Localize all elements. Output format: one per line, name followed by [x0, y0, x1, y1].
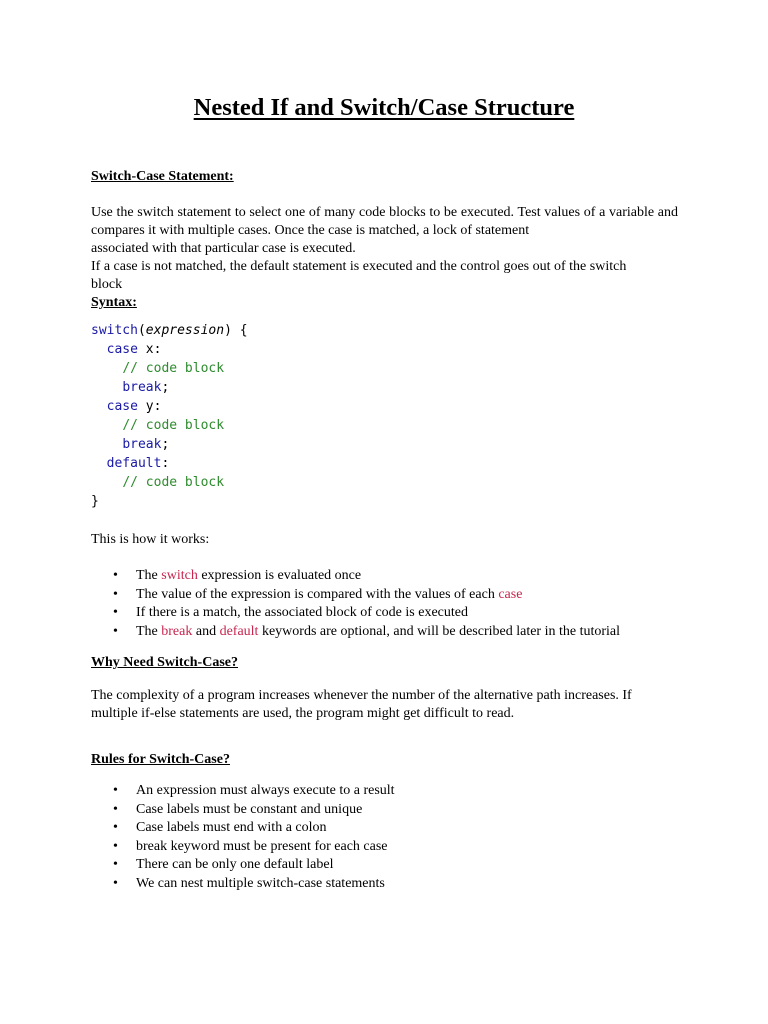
- code-indent: [91, 380, 122, 395]
- why-paragraph: [91, 687, 678, 723]
- list-item: [91, 586, 620, 605]
- why-line-2: multiple if-else statements are used, the program might get difficult to read.: [91, 706, 515, 721]
- code-line-5: [91, 397, 248, 416]
- default-line-2: block: [91, 277, 123, 292]
- why-line-1: The complexity of a program increases whenever the number of the alternative path increases. If: [91, 688, 632, 703]
- code-line-3: [91, 359, 248, 378]
- code-indent: [91, 342, 107, 357]
- code-text: y:: [137, 399, 162, 414]
- list-text: An expression must always execute to a result: [136, 783, 395, 798]
- code-keyword: break: [122, 380, 162, 395]
- bullet-icon: •: [113, 623, 118, 639]
- bullet-icon: •: [113, 605, 118, 620]
- code-indent: [91, 361, 122, 376]
- rules-heading: Rules for Switch-Case?: [91, 752, 230, 767]
- code-line-7: [91, 435, 248, 454]
- bullet-icon: •: [113, 801, 118, 817]
- page-title: Nested If and Switch/Case Structure: [193, 94, 575, 121]
- how-list: [91, 567, 620, 641]
- list-item: [91, 801, 395, 820]
- code-text: x:: [137, 342, 162, 357]
- code-text: :: [161, 456, 170, 471]
- code-comment: // code block: [122, 361, 225, 376]
- intro-paragraph: [91, 204, 678, 258]
- code-indent: [91, 456, 107, 471]
- code-text: ;: [161, 380, 170, 395]
- list-text: The value of the expression is compared with the values of each: [136, 586, 499, 602]
- highlight-term: break: [161, 623, 193, 639]
- bullet-icon: •: [113, 586, 118, 602]
- code-keyword: default: [106, 456, 162, 471]
- rules-list: [91, 782, 395, 893]
- list-text: There can be only one default label: [136, 857, 334, 872]
- code-text: (: [137, 323, 146, 338]
- list-text: break keyword must be present for each case: [136, 838, 388, 854]
- why-heading: Why Need Switch-Case?: [91, 655, 238, 670]
- code-indent: [91, 418, 122, 433]
- code-comment: // code block: [122, 418, 225, 433]
- switch-case-heading: Switch-Case Statement:: [91, 169, 234, 184]
- list-text: expression is evaluated once: [197, 568, 362, 583]
- bullet-icon: •: [113, 875, 118, 891]
- code-line-9: [91, 473, 248, 492]
- list-text: The: [136, 568, 162, 583]
- list-text: and: [192, 623, 220, 639]
- code-keyword: case: [106, 342, 138, 357]
- code-text: ;: [161, 437, 170, 452]
- list-item: [91, 567, 620, 586]
- list-item: [91, 838, 395, 857]
- code-text: }: [91, 494, 99, 509]
- default-line-1: If a case is not matched, the default statement is executed and the control goes out of the switch: [91, 259, 627, 274]
- highlight-term: default: [219, 623, 259, 639]
- code-text: ) {: [224, 323, 248, 338]
- list-item: [91, 875, 395, 894]
- highlight-term: switch: [161, 568, 198, 583]
- code-line-4: [91, 378, 248, 397]
- list-text: We can nest multiple switch-case statements: [136, 875, 385, 891]
- code-line-1: [91, 321, 248, 340]
- code-block: [91, 321, 248, 511]
- default-paragraph: [91, 258, 678, 294]
- list-item: [91, 604, 620, 623]
- list-text: The: [136, 623, 162, 639]
- list-text: keywords are optional, and will be described later in the tutorial: [258, 623, 621, 639]
- code-indent: [91, 399, 107, 414]
- code-keyword: case: [106, 399, 138, 414]
- code-keyword: switch: [91, 323, 138, 338]
- bullet-icon: •: [113, 857, 118, 872]
- code-line-6: [91, 416, 248, 435]
- code-keyword: break: [122, 437, 162, 452]
- list-text: Case labels must be constant and unique: [136, 801, 363, 817]
- bullet-icon: •: [113, 783, 118, 798]
- code-param: expression: [145, 323, 225, 338]
- intro-line-2: associated with that particular case is executed.: [91, 241, 356, 256]
- list-item: [91, 856, 395, 875]
- code-line-10: [91, 492, 248, 511]
- syntax-heading: Syntax:: [91, 295, 137, 310]
- code-comment: // code block: [122, 475, 225, 490]
- highlight-term: case: [498, 586, 523, 602]
- list-item: [91, 819, 395, 838]
- code-line-2: [91, 340, 248, 359]
- intro-line-1: Use the switch statement to select one of many code blocks to be executed. Test values of a variable and compares it with multiple cases. Once the case is matched, a lock of statement: [91, 205, 678, 238]
- code-indent: [91, 437, 122, 452]
- bullet-icon: •: [113, 838, 118, 854]
- list-item: [91, 623, 620, 642]
- list-text: Case labels must end with a colon: [136, 820, 327, 835]
- code-line-8: [91, 454, 248, 473]
- bullet-icon: •: [113, 568, 118, 583]
- code-indent: [91, 475, 122, 490]
- bullet-icon: •: [113, 820, 118, 835]
- list-text: If there is a match, the associated block of code is executed: [136, 605, 468, 620]
- how-intro: This is how it works:: [91, 532, 210, 547]
- list-item: [91, 782, 395, 801]
